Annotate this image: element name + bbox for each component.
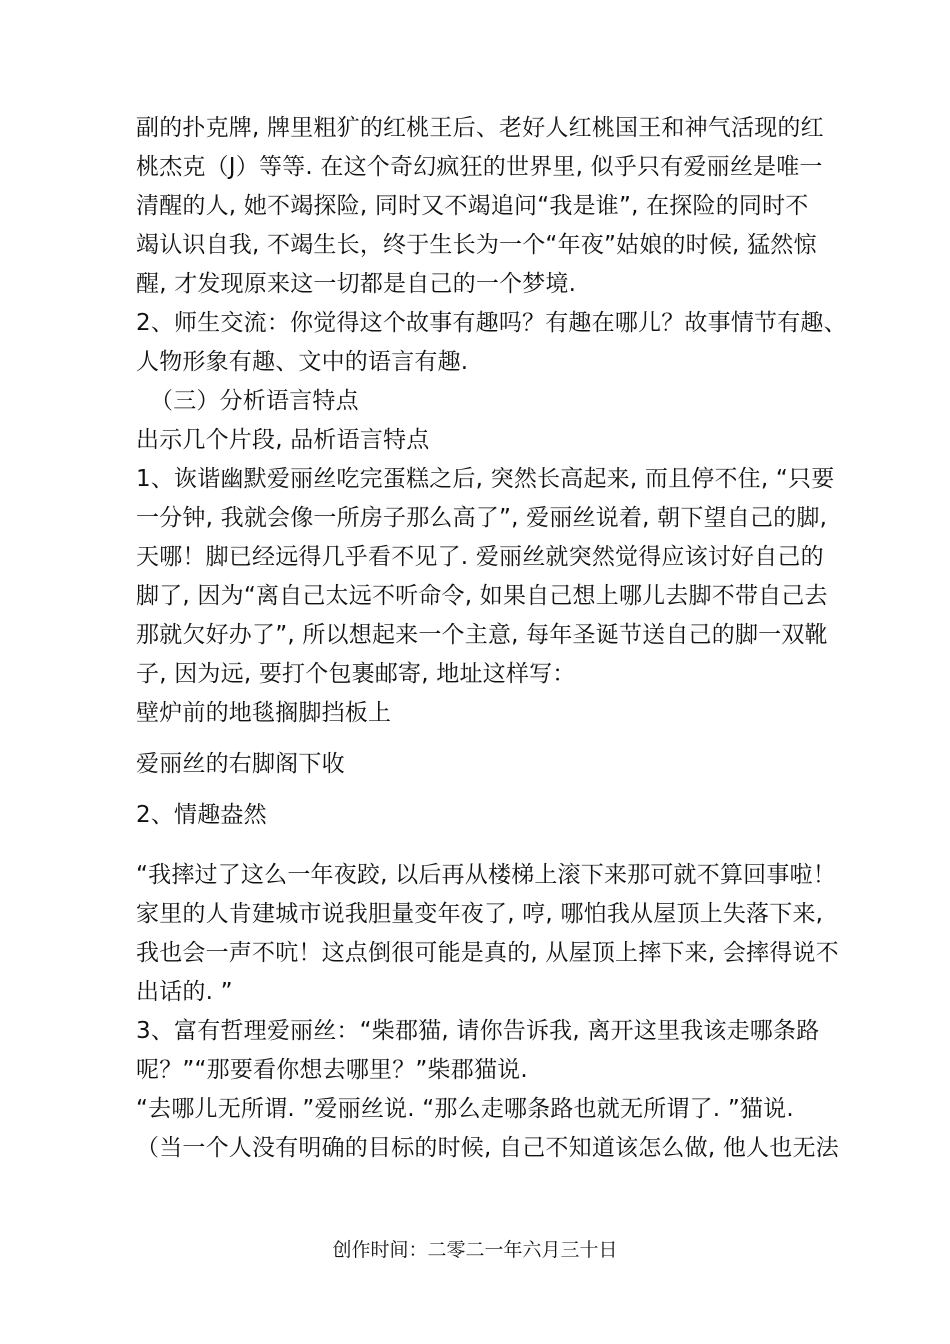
text-line: 脚了, 因为“离自己太远不听命令, 如果自己想上哪儿去脚不带自己去 [136, 583, 828, 609]
text-line: 清醒的人, 她不竭探险, 同时又不竭追问“我是谁”, 在探险的同时不 [136, 193, 809, 219]
text-line: “我摔过了这么一年夜跤, 以后再从楼梯上滚下来那可就不算回事啦！ [136, 862, 836, 888]
text-line: 我也会一声不吭！这点倒很可能是真的, 从屋顶上摔下来, 会摔得说不 [136, 940, 839, 966]
text-line: 出示几个片段, 品析语言特点 [136, 427, 430, 453]
text-line: 副的扑克牌, 牌里粗犷的红桃王后、老好人红桃国王和神气活现的红 [136, 115, 824, 141]
text-line: 竭认识自我, 不竭生长，终于生长为一个“年夜”姑娘的时候, 猛然惊 [136, 232, 817, 258]
text-line: 家里的人肯建城市说我胆量变年夜了, 哼, 哪怕我从屋顶上失落下来, [136, 901, 824, 927]
text-line: 子, 因为远, 要打个包裹邮寄, 地址这样写： [136, 661, 576, 687]
text-line: 桃杰克（J）等等. 在这个奇幻疯狂的世界里, 似乎只有爱丽丝是唯一 [136, 154, 823, 180]
text-line: 2、师生交流：你觉得这个故事有趣吗？有趣在哪儿？故事情节有趣、 [136, 310, 847, 336]
text-line: 2、情趣盎然 [136, 802, 267, 828]
page-footer: 创作时间：二零二一年六月三十日 [332, 1239, 618, 1261]
document-body [136, 109, 847, 1168]
text-line: 醒, 才发现原来这一切都是自己的一个梦境. [136, 271, 577, 297]
text-line: 3、富有哲理爱丽丝：“柴郡猫, 请你告诉我, 离开这里我该走哪条路 [136, 1018, 820, 1044]
text-line: 一分钟, 我就会像一所房子那么高了”, 爱丽丝说着, 朝下望自己的脚, [136, 505, 828, 531]
text-line: 爱丽丝的右脚阁下收 [136, 751, 345, 777]
text-line: 壁炉前的地毯搁脚挡板上 [136, 700, 392, 726]
text-line: 天哪！脚已经远得几乎看不见了. 爱丽丝就突然觉得应该讨好自己的 [136, 544, 824, 570]
section-heading: （三）分析语言特点 [150, 388, 359, 414]
text-line: 那就欠好办了”, 所以想起来一个主意, 每年圣诞节送自己的脚一双靴 [136, 622, 828, 648]
text-line: 1、诙谐幽默爱丽丝吃完蛋糕之后, 突然长高起来, 而且停不住, “只要 [136, 466, 835, 492]
text-line: “去哪儿无所谓. ”爱丽丝说. “那么走哪条路也就无所谓了. ”猫说. [136, 1096, 794, 1122]
text-line: 呢？”“那要看你想去哪里？”柴郡猫说. [136, 1057, 528, 1083]
text-line: （当一个人没有明确的目标的时候, 自己不知道该怎么做, 他人也无法 [136, 1135, 839, 1161]
text-line: 出话的. ” [136, 979, 233, 1005]
text-line: 人物形象有趣、文中的语言有趣. [136, 349, 469, 375]
